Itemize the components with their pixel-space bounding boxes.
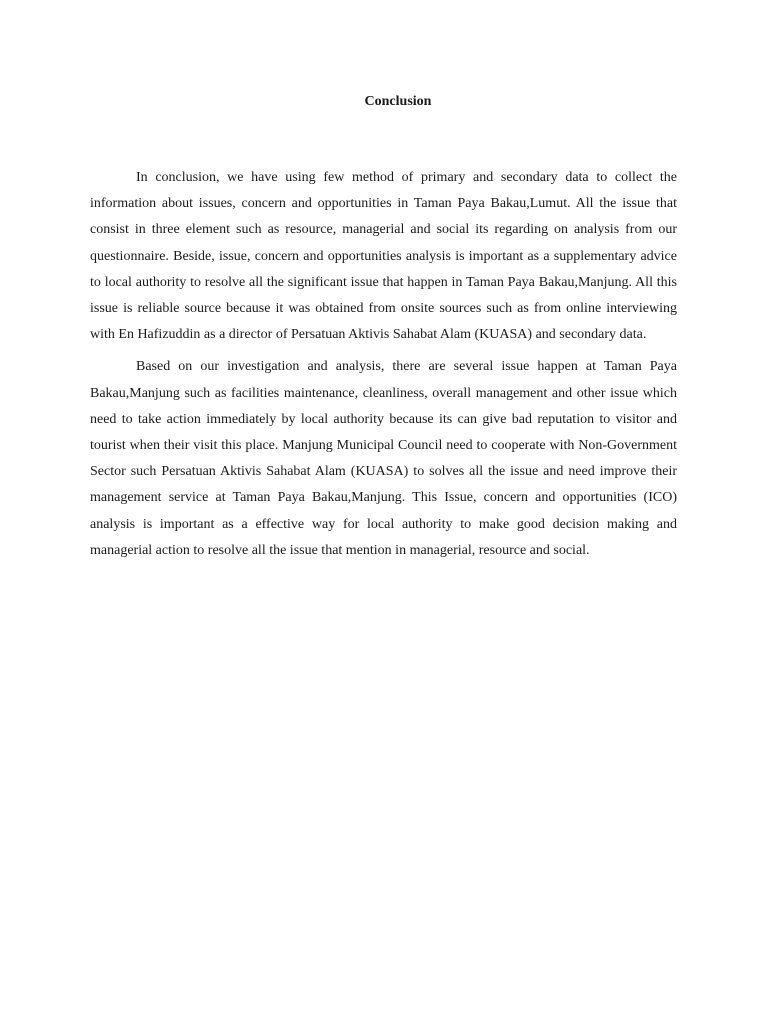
page-title: Conclusion	[364, 94, 432, 109]
document-body	[90, 165, 677, 564]
paragraph-1: In conclusion, we have using few method of primary and secondary data to collect the information about issues, concern and opportunities in Taman Paya Bakau,Lumut. All the issue that consist in three element such as resource, managerial and social its regarding on analysis from our questionnaire. Beside, issue, concern and opportunities analysis is important as a supplementary advice to local authority to resolve all the significant issue that happen in Taman Paya Bakau,Manjung. All this issue is reliable source because it was obtained from onsite sources such as from online interviewing with En Hafizuddin as a director of Persatuan Aktivis Sahabat Alam (KUASA) and secondary data.	[90, 170, 677, 343]
paragraph-2: Based on our investigation and analysis, there are several issue happen at Taman Paya Bakau,Manjung such as facilities maintenance, cleanliness, overall management and other issue which need to take action immediately by local authority because its can give bad reputation to visitor and tourist when their visit this place. Manjung Municipal Council need to cooperate with Non-Government Sector such Persatuan Aktivis Sahabat Alam (KUASA) to solves all the issue and need improve their management service at Taman Paya Bakau,Manjung. This Issue, concern and opportunities (ICO) analysis is important as a effective way for local authority to make good decision making and managerial action to resolve all the issue that mention in managerial, resource and social.	[90, 359, 677, 558]
